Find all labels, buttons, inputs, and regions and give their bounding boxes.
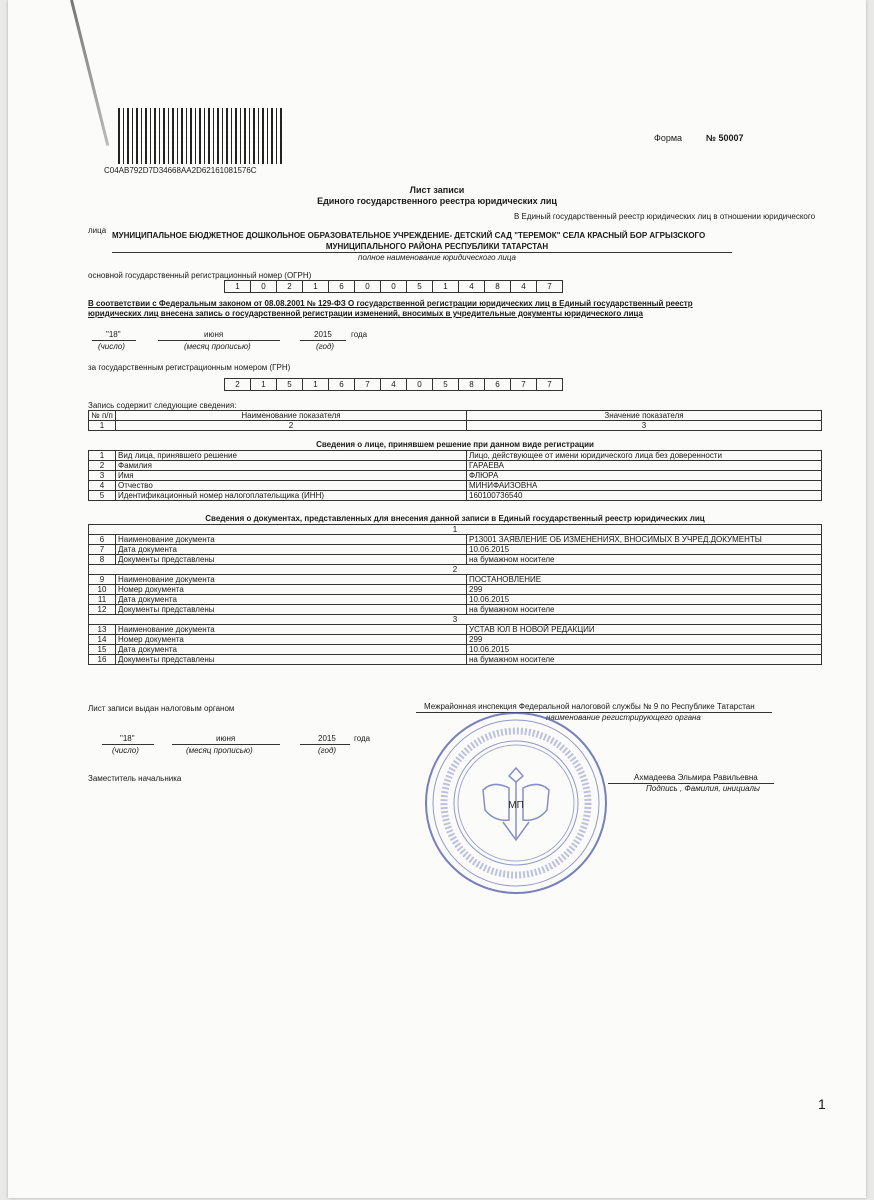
stamp-mp: МП <box>508 800 524 811</box>
table-row <box>89 645 822 655</box>
digit-cell: 2 <box>277 281 303 292</box>
digit-cell: 0 <box>355 281 381 292</box>
row-value: на бумажном носителе <box>467 655 822 665</box>
table-row <box>89 555 822 565</box>
digit-cell: 6 <box>329 281 355 292</box>
table-row <box>89 585 822 595</box>
page-number: 1 <box>818 1096 826 1112</box>
date2-year: 2015 <box>318 734 336 743</box>
row-name: Фамилия <box>116 461 467 471</box>
digit-cell: 1 <box>303 379 329 390</box>
digit-cell: 7 <box>355 379 381 390</box>
date1-year-suffix: года <box>351 330 368 339</box>
digit-cell: 5 <box>433 379 459 390</box>
group-row <box>89 615 822 625</box>
row-value: 10.06.2015 <box>467 595 822 605</box>
digit-cell: 1 <box>433 281 459 292</box>
row-value: Р13001 ЗАЯВЛЕНИЕ ОБ ИЗМЕНЕНИЯХ, ВНОСИМЫХ В УЧРЕД.ДОКУМЕНТЫ <box>467 535 822 545</box>
row-number: 15 <box>89 645 116 655</box>
date1-year: 2015 <box>314 330 332 339</box>
header-col-3: 3 <box>467 421 822 431</box>
digit-cell: 0 <box>407 379 433 390</box>
digit-cell: 2 <box>225 379 251 390</box>
date1-year-caption: (год) <box>316 342 335 351</box>
intro-text-cont: лица <box>88 226 107 235</box>
row-name: Номер документа <box>116 635 467 645</box>
row-number: 10 <box>89 585 116 595</box>
digit-cell: 5 <box>407 281 433 292</box>
position: Заместитель начальника <box>88 774 182 783</box>
row-name: Наименование документа <box>116 575 467 585</box>
issued-label: Лист записи выдан налоговым органом <box>88 704 235 713</box>
row-value: ПОСТАНОВЛЕНИЕ <box>467 575 822 585</box>
table-row <box>89 535 822 545</box>
barcode <box>118 108 284 164</box>
title-line-1: Лист записи <box>409 185 465 195</box>
table-row <box>89 461 822 471</box>
section1-table <box>88 450 822 501</box>
row-number: 3 <box>89 471 116 481</box>
digit-cell: 1 <box>251 379 277 390</box>
row-value: 10.06.2015 <box>467 645 822 655</box>
digit-cell: 4 <box>381 379 407 390</box>
row-number: 5 <box>89 491 116 501</box>
row-value: ГАРАЕВА <box>467 461 822 471</box>
digit-cell: 4 <box>459 281 485 292</box>
table-row <box>89 625 822 635</box>
header-table <box>88 410 822 431</box>
org-name-line-1: МУНИЦИПАЛЬНОЕ БЮДЖЕТНОЕ ДОШКОЛЬНОЕ ОБРАЗОВАТЕЛЬНОЕ УЧРЕЖДЕНИЕ- ДЕТСКИЙ САД "ТЕРЕМОК" СЕЛА КРАСНЫЙ БОР АГРЫЗСКОГО <box>112 231 706 240</box>
digit-cell: 5 <box>277 379 303 390</box>
digit-cell: 1 <box>303 281 329 292</box>
header-col-1: 1 <box>89 421 116 431</box>
row-number: 1 <box>89 451 116 461</box>
group-label: 3 <box>89 615 822 625</box>
row-name: Отчество <box>116 481 467 491</box>
row-name: Номер документа <box>116 585 467 595</box>
row-name: Дата документа <box>116 645 467 655</box>
digit-cell: 8 <box>459 379 485 390</box>
row-value: ФЛЮРА <box>467 471 822 481</box>
group-label: 2 <box>89 565 822 575</box>
row-number: 11 <box>89 595 116 605</box>
signer-caption: Подпись , Фамилия, инициалы <box>646 784 760 793</box>
staple-mark <box>70 0 109 146</box>
section2-table <box>88 524 822 665</box>
header-num: № п/п <box>89 411 116 421</box>
grn-cells <box>224 378 563 391</box>
row-name: Документы представлены <box>116 655 467 665</box>
row-number: 14 <box>89 635 116 645</box>
table-row <box>89 575 822 585</box>
row-value: 160100736540 <box>467 491 822 501</box>
date1-day: "18" <box>106 330 121 339</box>
digit-cell: 7 <box>547 282 552 291</box>
row-number: 4 <box>89 481 116 491</box>
row-name: Документы представлены <box>116 605 467 615</box>
authority: Межрайонная инспекция Федеральной налоговой службы № 9 по Республике Татарстан <box>424 702 755 711</box>
table-row <box>89 605 822 615</box>
intro-text: В Единый государственный реестр юридических лиц в отношении юридического <box>514 212 816 221</box>
document-sheet <box>8 0 866 1198</box>
header-name: Наименование показателя <box>116 411 467 421</box>
table-row <box>89 451 822 461</box>
table-row <box>89 491 822 501</box>
law-line-1: В соответствии с Федеральным законом от 08.08.2001 № 129-ФЗ О государственной регистрации юридических лиц в Единый государственный реестр <box>88 299 693 308</box>
grn-label: за государственным регистрационным номером (ГРН) <box>88 363 291 372</box>
row-name: Наименование документа <box>116 535 467 545</box>
ogrn-label: основной государственный регистрационный номер (ОГРН) <box>88 271 312 280</box>
date1-day-caption: (число) <box>98 342 125 351</box>
form-label: Форма <box>654 133 683 143</box>
header-col-2: 2 <box>116 421 467 431</box>
row-name: Документы представлены <box>116 555 467 565</box>
authority-caption: наименование регистрирующего органа <box>546 713 701 722</box>
record-contains: Запись содержит следующие сведения: <box>88 401 237 410</box>
barcode-code: C04AB792D7D34668AA2D62161081576C <box>104 166 257 175</box>
law-line-2: юридических лиц внесена запись о государственной регистрации изменений, вносимых в учредительные документы юридического лица <box>88 309 643 318</box>
row-number: 6 <box>89 535 116 545</box>
date1-month: июня <box>204 330 224 339</box>
section2-title: Сведения о документах, представленных для внесения данной записи в Единый государственный реестр юридических лиц <box>205 514 705 523</box>
table-row <box>89 635 822 645</box>
row-value: 299 <box>467 585 822 595</box>
table-row <box>89 481 822 491</box>
digit-cell: 4 <box>511 281 537 292</box>
row-number: 9 <box>89 575 116 585</box>
row-name: Дата документа <box>116 545 467 555</box>
table-row <box>89 545 822 555</box>
row-value: 10.06.2015 <box>467 545 822 555</box>
row-name: Вид лица, принявшего решение <box>116 451 467 461</box>
form-number: № 50007 <box>706 133 744 143</box>
digit-cell: 7 <box>547 380 552 389</box>
row-value: 299 <box>467 635 822 645</box>
digit-cell: 7 <box>511 379 537 390</box>
row-value: Лицо, действующее от имени юридического лица без доверенности <box>467 451 822 461</box>
digit-cell: 1 <box>225 281 251 292</box>
date2-year-suffix: года <box>354 734 371 743</box>
group-row <box>89 525 822 535</box>
row-value: на бумажном носителе <box>467 605 822 615</box>
date1-month-caption: (месяц прописью) <box>184 342 251 351</box>
table-row <box>89 595 822 605</box>
org-name-line-2: МУНИЦИПАЛЬНОГО РАЙОНА РЕСПУБЛИКИ ТАТАРСТАН <box>325 242 549 251</box>
org-name-caption: полное наименование юридического лица <box>358 253 516 262</box>
row-number: 7 <box>89 545 116 555</box>
signer-name: Ахмадеева Эльмира Равильевна <box>634 773 758 782</box>
ogrn-cells <box>224 280 563 293</box>
row-name: Имя <box>116 471 467 481</box>
row-number: 8 <box>89 555 116 565</box>
row-number: 12 <box>89 605 116 615</box>
digit-cell: 6 <box>329 379 355 390</box>
row-value: УСТАВ ЮЛ В НОВОЙ РЕДАКЦИИ <box>467 625 822 635</box>
official-stamp <box>423 710 609 896</box>
header-value: Значение показателя <box>467 411 822 421</box>
row-value: МИНИФАИЗОВНА <box>467 481 822 491</box>
row-number: 2 <box>89 461 116 471</box>
digit-cell: 0 <box>381 281 407 292</box>
digit-cell: 6 <box>485 379 511 390</box>
row-value: на бумажном носителе <box>467 555 822 565</box>
date2-day: "18" <box>120 734 135 743</box>
date2-month-caption: (месяц прописью) <box>186 746 253 755</box>
row-name: Наименование документа <box>116 625 467 635</box>
row-number: 13 <box>89 625 116 635</box>
row-name: Дата документа <box>116 595 467 605</box>
row-name: Идентификационный номер налогоплательщика (ИНН) <box>116 491 467 501</box>
group-row <box>89 565 822 575</box>
table-row <box>89 655 822 665</box>
row-number: 16 <box>89 655 116 665</box>
table-row <box>89 471 822 481</box>
date2-year-caption: (год) <box>318 746 337 755</box>
date2-month: июня <box>216 734 236 743</box>
section1-title: Сведения о лице, принявшем решение при данном виде регистрации <box>316 440 594 449</box>
group-label: 1 <box>89 525 822 535</box>
digit-cell: 0 <box>251 281 277 292</box>
date2-day-caption: (число) <box>112 746 139 755</box>
digit-cell: 8 <box>485 281 511 292</box>
title-line-2: Единого государственного реестра юридических лиц <box>317 196 557 206</box>
